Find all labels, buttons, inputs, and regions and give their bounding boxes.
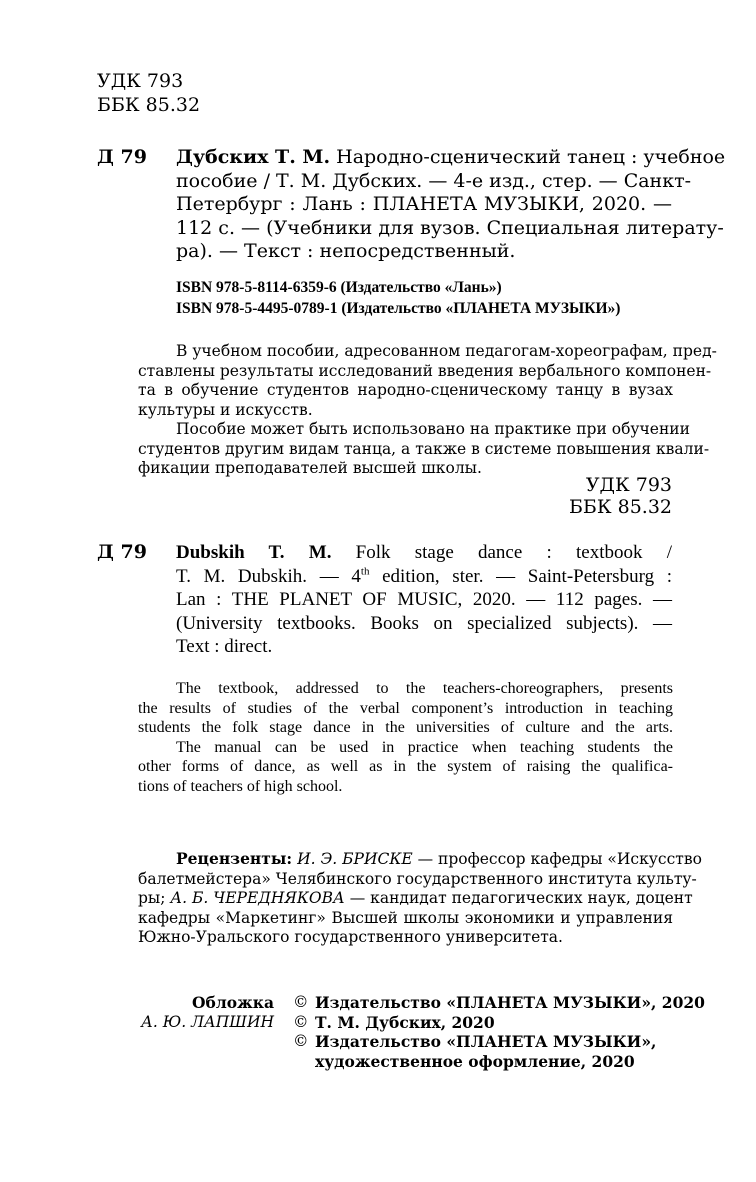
entry-line: (University textbooks. Books on specialized subjects). —: [176, 612, 672, 634]
reviewers-line: [138, 849, 702, 870]
entry-line: ра). — Текст : непосредственный.: [176, 240, 516, 262]
copyright-text: Издательство «ПЛАНЕТА МУЗЫКИ», 2020: [315, 993, 705, 1012]
entry-text: Folk stage dance : textbook /: [355, 542, 672, 563]
reviewers-line: [138, 889, 693, 909]
abstract-line: Пособие может быть использовано на практике при обучении: [176, 420, 690, 438]
entry-text: Народно-сценический танец : учебное: [336, 146, 726, 168]
abstract-line: The manual can be used in practice when teaching students the: [176, 738, 673, 756]
author-name: Дубских Т. М.: [176, 146, 331, 168]
isbn-1: ISBN 978-5-8114-6359-6 (Издательство «Лань»): [176, 279, 502, 296]
ordinal-suffix: th: [360, 565, 370, 578]
abstract-line: other forms of dance, as well as in the system of raising the qualifica-: [138, 758, 673, 775]
entry-line: пособие / Т. М. Дубских. — 4-е изд., стер. — Санкт-: [176, 169, 692, 192]
copyright-line: [293, 1013, 693, 1033]
cover-label: Обложка: [192, 993, 274, 1012]
reviewers-line: балетмейстера» Челябинского государственного института культу-: [138, 869, 697, 888]
abstract-line: the results of studies of the verbal component’s introduction in teaching: [138, 699, 673, 717]
author-name: Dubskih T. M.: [176, 542, 332, 563]
copyright-block: [293, 993, 705, 1071]
copyright-text: художественное оформление, 2020: [315, 1051, 635, 1071]
udk-code-right: УДК 793: [585, 474, 672, 496]
entry-line: Lan : THE PLANET OF MUSIC, 2020. — 112 pages. —: [176, 589, 672, 610]
abstract-line: студентов другим видам танца, а также в системе повышения квали-: [138, 439, 710, 458]
entry-line: 112 с. — (Учебники для вузов. Специальная литерату-: [176, 216, 724, 239]
abstract-line: та в обучение студентов народно-сценическому танцу в вузах: [138, 381, 673, 399]
reviewer-text: ры;: [138, 889, 166, 907]
entry-line: [176, 541, 672, 565]
en-abstract: [138, 679, 673, 796]
reviewers-block: [138, 849, 702, 948]
abstract-line: tions of teachers of high school.: [138, 777, 343, 795]
ru-entry-body: [176, 146, 726, 264]
author-mark: Д 79: [97, 541, 147, 563]
reviewer-text: — профессор кафедры «Искусство: [417, 850, 702, 868]
cover-artist: А. Ю. ЛАПШИН: [141, 1012, 274, 1031]
entry-text: edition, ster. — Saint-Petersburg :: [382, 565, 673, 587]
en-entry-body: [176, 541, 672, 659]
copyright-line: [293, 1052, 693, 1072]
entry-line: Петербург : Лань : ПЛАНЕТА МУЗЫКИ, 2020. —: [176, 193, 672, 215]
entry-line: Text : direct.: [176, 636, 273, 657]
copyright-line: [293, 1032, 693, 1052]
abstract-line: В учебном пособии, адресованном педагогам-хореографам, пред-: [176, 342, 717, 360]
abstract-line: фикации преподавателей высшей школы.: [138, 459, 482, 477]
entry-text: T. M. Dubskih. — 4: [176, 565, 361, 587]
reviewers-line: Южно-Уральского государственного университета.: [138, 928, 563, 946]
reviewer-name: И. Э. БРИСКЕ: [297, 850, 413, 868]
bbk-code-right: ББК 85.32: [568, 496, 672, 518]
author-mark: Д 79: [97, 146, 147, 168]
copyright-symbol: ©: [293, 993, 309, 1011]
copyright-symbol: ©: [293, 1012, 309, 1031]
abstract-line: ставлены результаты исследований введения вербального компонен-: [138, 361, 712, 380]
abstract-line: The textbook, addressed to the teachers-choreographers, presents: [176, 680, 673, 697]
copyright-text: Издательство «ПЛАНЕТА МУЗЫКИ»,: [315, 1032, 657, 1051]
entry-line: [176, 146, 726, 170]
reviewers-label: Рецензенты:: [176, 849, 293, 868]
isbn-2: ISBN 978-5-4495-0789-1 (Издательство «ПЛАНЕТА МУЗЫКИ»): [176, 300, 621, 317]
cover-credit: [141, 993, 274, 1032]
copyright-line: [293, 993, 705, 1013]
abstract-line: students the folk stage dance in the universities of culture and the arts.: [138, 719, 673, 736]
copyright-text: Т. М. Дубских, 2020: [315, 1012, 495, 1032]
udk-code-top: УДК 793: [97, 70, 184, 92]
abstract-line: культуры и искусств.: [138, 400, 313, 419]
reviewer-text: — кандидат педагогических наук, доцент: [349, 889, 693, 907]
ru-abstract: [138, 342, 717, 479]
copyright-symbol: ©: [293, 1032, 309, 1050]
bbk-code-top: ББК 85.32: [97, 94, 201, 116]
reviewer-name: А. Б. ЧЕРЕДНЯКОВА: [170, 889, 345, 907]
reviewers-line: кафедры «Маркетинг» Высшей школы экономики и управления: [138, 908, 673, 927]
entry-line: [176, 565, 672, 589]
